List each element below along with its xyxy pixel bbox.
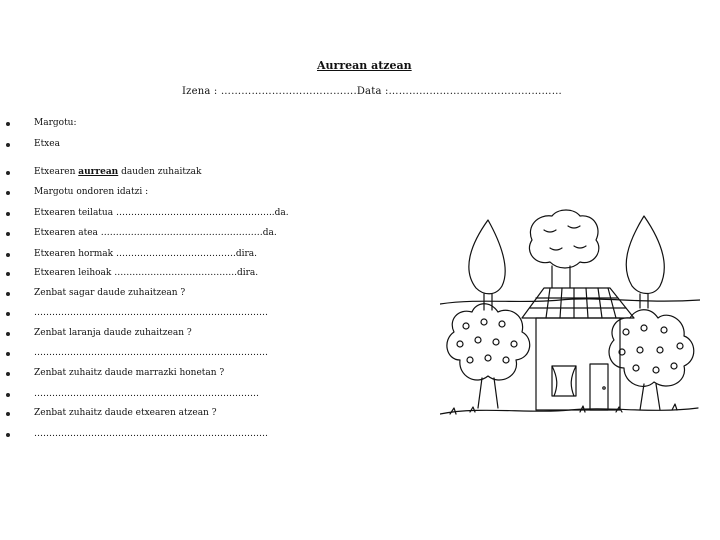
round-tree-back-icon	[529, 210, 598, 288]
house-window-icon	[552, 366, 576, 396]
list-item-text: Margotu:	[34, 118, 77, 128]
bullet-icon	[6, 372, 10, 376]
bullet-icon	[6, 212, 10, 216]
apple-tree-right-icon	[609, 310, 694, 410]
highlight-word: aurrean	[78, 167, 119, 177]
answer-line: ……………………………………………………………………	[34, 308, 268, 318]
bullet-icon	[6, 143, 10, 147]
list-item-text: Etxearen aurrean dauden zuhaitzak	[34, 167, 202, 177]
bullet-icon	[6, 332, 10, 336]
bullet-icon	[6, 171, 10, 175]
house-trees-drawing	[440, 200, 700, 460]
ground-line	[440, 299, 700, 304]
bullet-icon	[6, 232, 10, 236]
list-item-text: Etxea	[34, 139, 60, 149]
bullet-icon	[6, 393, 10, 397]
bullet-icon	[6, 412, 10, 416]
bullet-icon	[6, 191, 10, 195]
house-door-icon	[590, 364, 608, 410]
list-item-text: Etxearen atea ………………………………………………da.	[34, 228, 277, 238]
house-roof-icon	[522, 288, 634, 318]
list-item-text: Margotu ondoren idatzi :	[34, 187, 149, 197]
poplar-tree-right-icon	[626, 216, 664, 308]
bullet-icon	[6, 433, 10, 437]
bullet-icon	[6, 352, 10, 356]
list-item-text: Etxearen hormak ………………………………….dira.	[34, 249, 258, 259]
answer-line: ……………………………………………………………………	[34, 348, 268, 358]
answer-line: …………………………………………………………………	[34, 389, 259, 399]
grass-tufts	[450, 404, 677, 414]
list-item-text: Zenbat zuhaitz daude etxearen atzean ?	[34, 408, 217, 418]
answer-line: ……………………………………………………………………	[34, 429, 268, 439]
bullet-icon	[6, 122, 10, 126]
name-date-line: Izena : ………………………………….Data :……………………………………………	[182, 86, 562, 97]
bullet-icon	[6, 312, 10, 316]
list-item-text: Zenbat zuhaitz daude marrazki honetan ?	[34, 368, 225, 378]
list-item-text: Zenbat sagar daude zuhaitzean ?	[34, 288, 186, 298]
list-item-text: Etxearen leihoak …………………………………..dira.	[34, 268, 259, 278]
bullet-icon	[6, 272, 10, 276]
fruit-tree-left-icon	[447, 304, 530, 408]
page-title: Aurrean atzean	[317, 59, 412, 72]
poplar-tree-left-icon	[469, 220, 505, 310]
bullet-icon	[6, 292, 10, 296]
list-item-text: Zenbat laranja daude zuhaitzean ?	[34, 328, 192, 338]
bullet-icon	[6, 253, 10, 257]
list-item-text: Etxearen teilatua ……………………………………………..da.	[34, 208, 289, 218]
